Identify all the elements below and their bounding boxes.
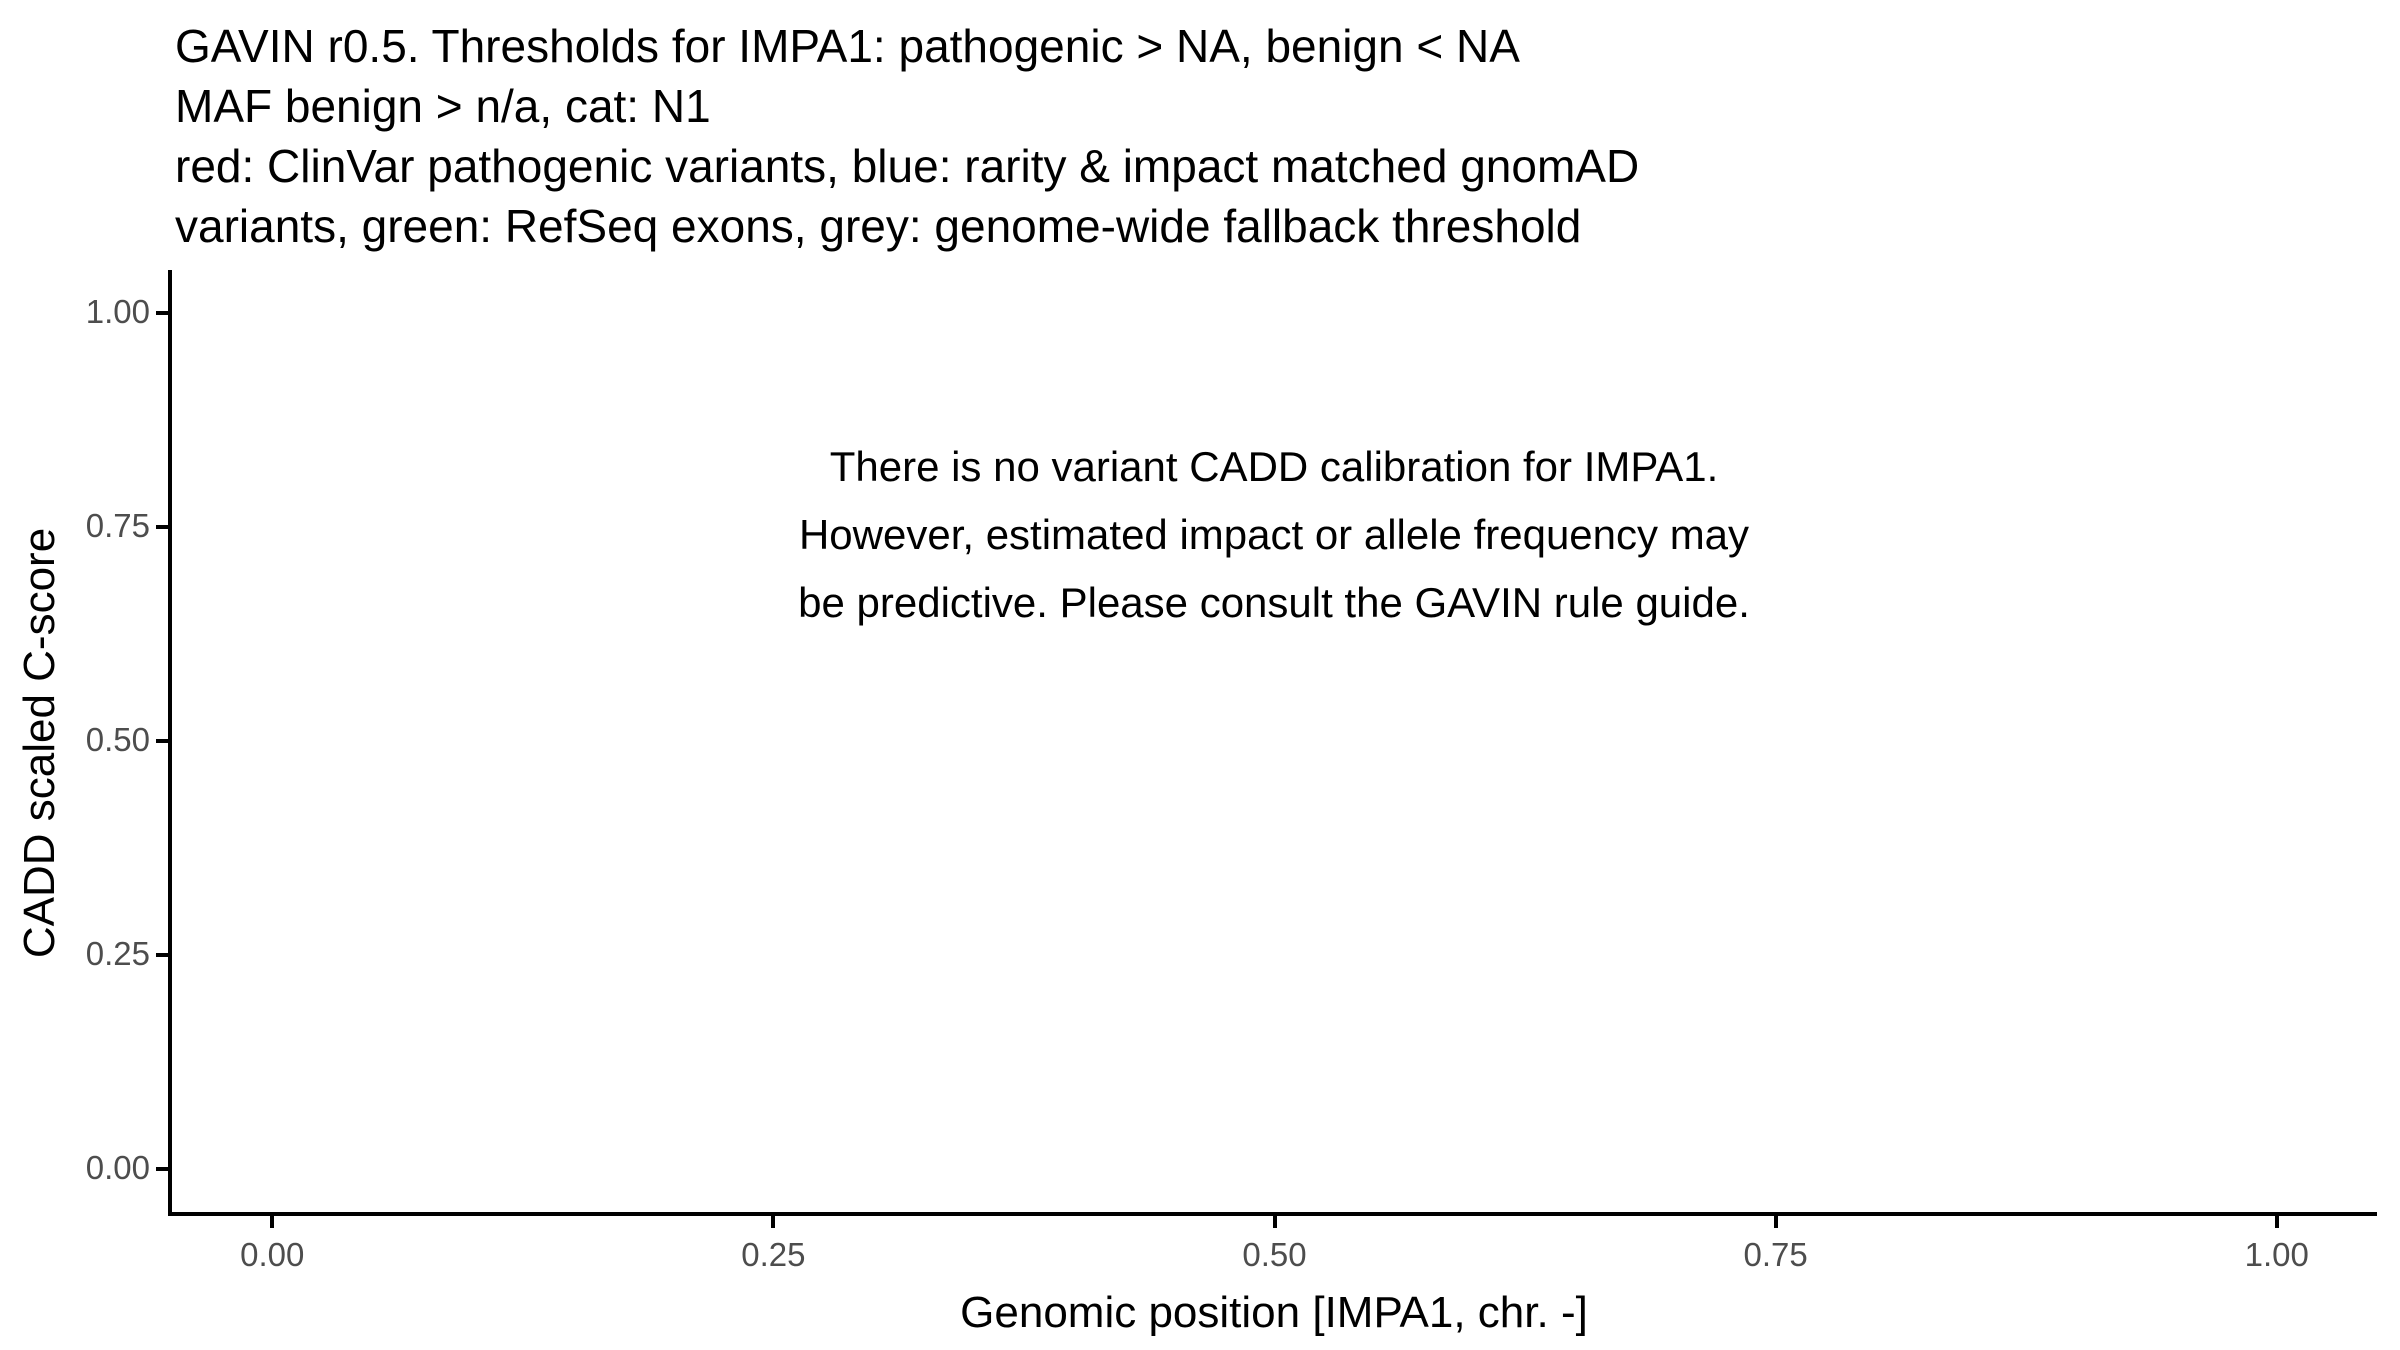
x-tick-mark	[1774, 1216, 1778, 1228]
x-tick-label: 0.00	[240, 1236, 305, 1273]
y-axis-title: CADD scaled C-score	[15, 527, 64, 959]
plot-panel	[168, 270, 2377, 1216]
plot-title-line-2: MAF benign > n/a, cat: N1	[175, 80, 711, 132]
y-tick-label: 0.50	[85, 721, 150, 759]
y-tick-label: 0.25	[85, 935, 150, 973]
plot-title-line-3: red: ClinVar pathogenic variants, blue: rarity & impact matched gnomAD	[175, 140, 1640, 192]
x-tick-label: 0.50	[1242, 1236, 1307, 1273]
annotation-line-2: However, estimated impact or allele frequency may	[798, 511, 1750, 558]
x-tick-label: 0.25	[741, 1236, 806, 1273]
y-tick-mark	[156, 1167, 168, 1171]
annotation-line-1: There is no variant CADD calibration for IMPA1.	[829, 443, 1719, 490]
no-calibration-annotation	[798, 433, 1750, 637]
annotation-line-3: be predictive. Please consult the GAVIN rule guide.	[798, 579, 1750, 626]
y-tick-label: 1.00	[85, 293, 150, 331]
plot-title-line-1: GAVIN r0.5. Thresholds for IMPA1: pathogenic > NA, benign < NA	[175, 20, 1520, 72]
x-tick-label: 0.75	[1743, 1236, 1808, 1273]
plot-title-line-4: variants, green: RefSeq exons, grey: genome-wide fallback threshold	[175, 200, 1582, 252]
x-tick-mark	[2275, 1216, 2279, 1228]
x-tick-mark	[270, 1216, 274, 1228]
y-tick-mark	[156, 953, 168, 957]
x-axis-title: Genomic position [IMPA1, chr. -]	[960, 1288, 1588, 1337]
y-tick-mark	[156, 525, 168, 529]
x-tick-mark	[771, 1216, 775, 1228]
x-tick-label: 1.00	[2244, 1236, 2309, 1273]
y-tick-mark	[156, 311, 168, 315]
y-tick-mark	[156, 739, 168, 743]
x-tick-mark	[1273, 1216, 1277, 1228]
y-tick-label: 0.00	[85, 1149, 150, 1187]
y-tick-label: 0.75	[85, 507, 150, 545]
